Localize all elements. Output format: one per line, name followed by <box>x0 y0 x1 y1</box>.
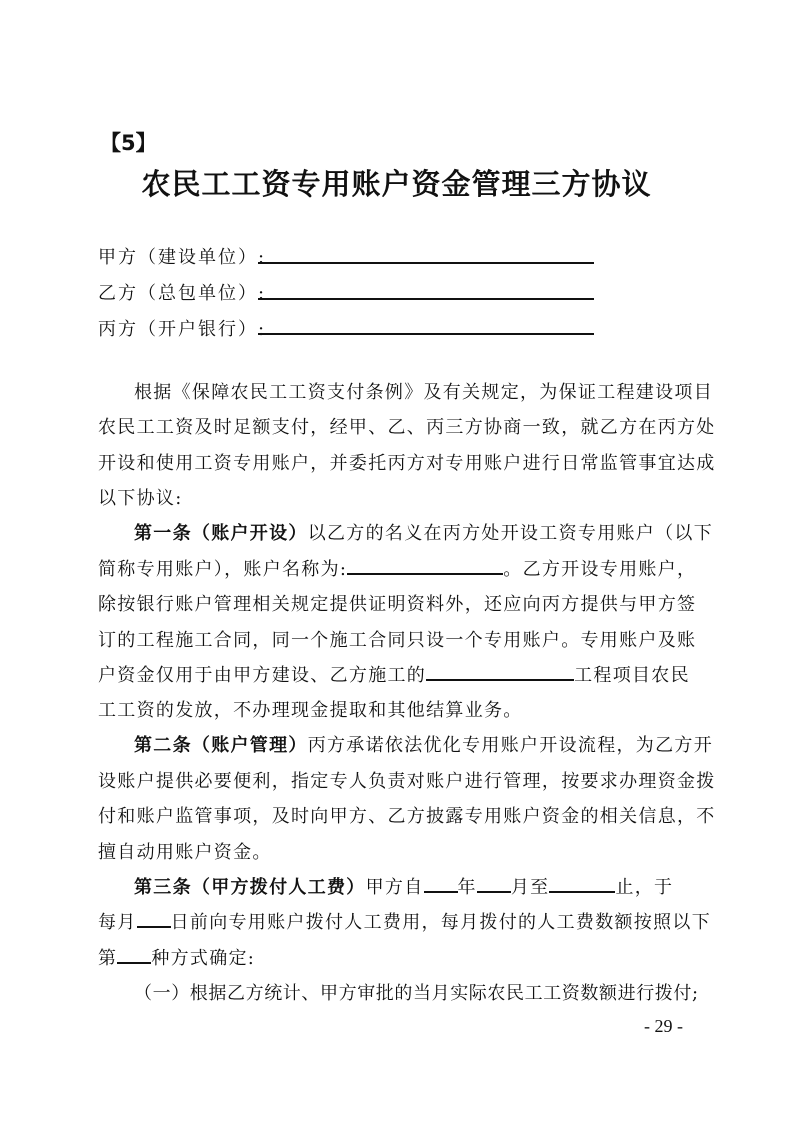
doc-tag: 【5】 <box>100 131 157 155</box>
article-3-line-1: 第三条（甲方拨付人工费）甲方自 年 月至 止，于 <box>134 877 674 898</box>
article-2-line-1: 第二条（账户管理）丙方承诺依法优化专用账户开设流程，为乙方开 <box>134 735 714 756</box>
party-b-label: 乙方（总包单位）: <box>98 283 267 304</box>
article-3-line-2: 每月 日前向专用账户拨付人工费用，每月拨付的人工费数额按照以下 <box>98 912 712 933</box>
preamble-line-2: 农民工工资及时足额支付，经甲、乙、丙三方协商一致，就乙方在丙方处 <box>98 417 716 438</box>
article-1-line-2: 简称专用账户），账户名称为: 。乙方开设专用账户， <box>98 559 697 580</box>
party-b-line <box>258 298 594 300</box>
project-name-blank <box>426 663 574 681</box>
party-c-line <box>258 333 594 335</box>
end-date-blank <box>549 875 615 893</box>
article-1-line-3: 除按银行账户管理相关规定提供证明资料外，还应向丙方提供与甲方签 <box>98 594 697 615</box>
preamble-line-3: 开设和使用工资专用账户，并委托丙方对专用账户进行日常监管事宜达成 <box>98 453 716 474</box>
method-number-blank <box>117 946 151 964</box>
doc-title: 农民工工资专用账户资金管理三方协议 <box>141 167 652 201</box>
article-2-line-3: 付和账户监管事项，及时向甲方、乙方披露专用账户资金的相关信息，不 <box>98 806 716 827</box>
monthly-day-blank <box>137 910 171 928</box>
article-3-item-1: （一）根据乙方统计、甲方审批的当月实际农民工工资数额进行拨付; <box>134 983 699 1004</box>
start-year-blank <box>424 875 458 893</box>
account-name-blank <box>347 557 503 575</box>
party-c-label: 丙方（开户银行）: <box>98 319 267 340</box>
preamble-line-1: 根据《保障农民工工资支付条例》及有关规定，为保证工程建设项目 <box>134 382 713 403</box>
article-3-line-3: 第 种方式确定: <box>98 948 256 969</box>
article-2-heading: 第二条（账户管理） <box>134 735 308 756</box>
article-2-line-2: 设账户提供必要便利，指定专人负责对账户进行管理，按要求办理资金拨 <box>98 771 716 792</box>
article-1-line-4: 订的工程施工合同，同一个施工合同只设一个专用账户。专用账户及账 <box>98 630 697 651</box>
article-2-line-4: 擅自动用账户资金。 <box>98 842 272 863</box>
page-number: - 29 - <box>644 1016 683 1036</box>
article-3-heading: 第三条（甲方拨付人工费） <box>134 877 366 898</box>
article-1-line-1: 第一条（账户开设）以乙方的名义在丙方处开设工资专用账户（以下 <box>134 523 714 544</box>
party-a-label: 甲方（建设单位）: <box>98 247 267 268</box>
article-1-line-6: 工工资的发放，不办理现金提取和其他结算业务。 <box>98 700 523 721</box>
article-1-line-5: 户资金仅用于由甲方建设、乙方施工的 工程项目农民 <box>98 665 690 686</box>
article-1-heading: 第一条（账户开设） <box>134 523 308 544</box>
preamble-line-4: 以下协议: <box>98 488 183 509</box>
start-month-blank <box>477 875 511 893</box>
party-a-line <box>258 262 594 264</box>
